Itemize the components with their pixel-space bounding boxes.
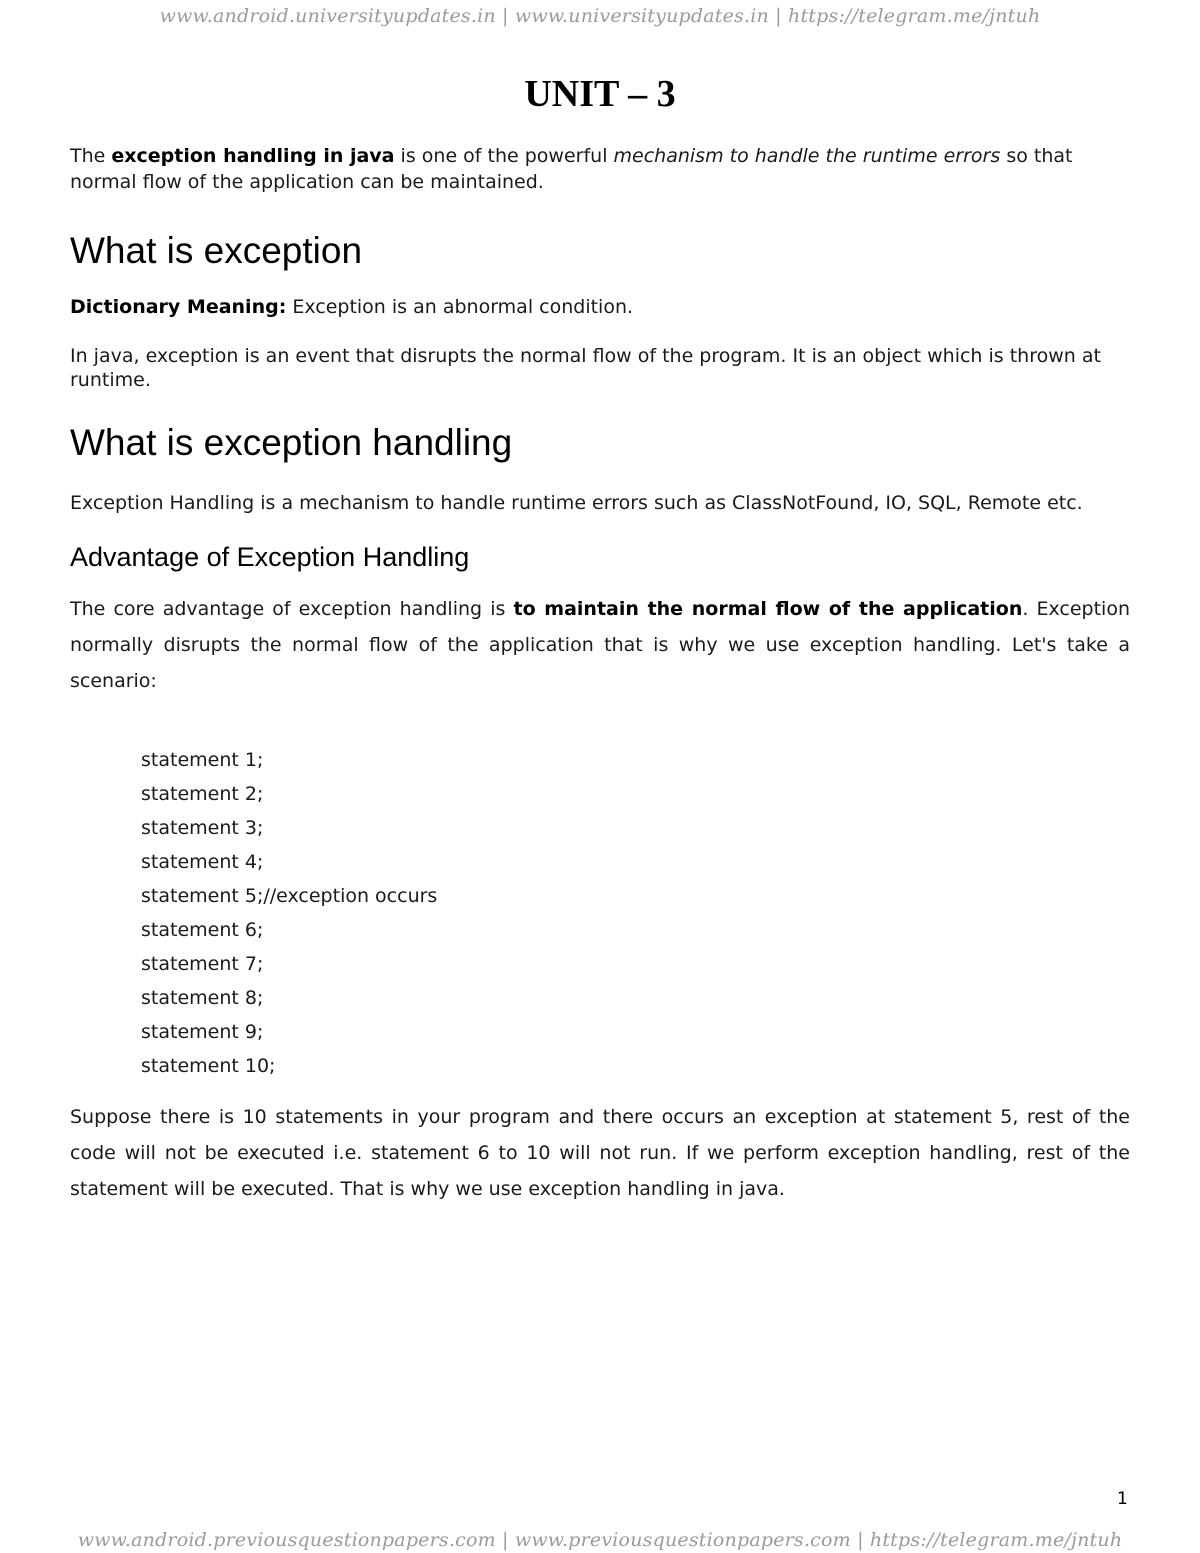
dictionary-label: Dictionary Meaning: bbox=[70, 296, 287, 318]
advantage-bold-phrase: to maintain the normal flow of the application bbox=[513, 598, 1023, 620]
statement-item: statement 6; bbox=[141, 919, 264, 941]
document-body bbox=[70, 140, 1130, 1207]
advantage-text-1: The core advantage of exception handling is bbox=[70, 598, 514, 620]
heading-advantage: Advantage of Exception Handling bbox=[70, 542, 470, 572]
advantage-text-2: . Exception normally disrupts the normal flow of the application that is why we use exception handling. Let's take a scenario: bbox=[70, 598, 1130, 692]
exception-definition: In java, exception is an event that disrupts the normal flow of the program. It is an object which is thrown at runtime. bbox=[70, 345, 1101, 391]
page-title: UNIT – 3 bbox=[524, 73, 676, 115]
statement-item: statement 4; bbox=[141, 851, 264, 873]
statement-item: statement 2; bbox=[141, 783, 264, 805]
footer-links[interactable]: www.android.previousquestionpapers.com | www.previousquestionpapers.com | https://telegram.me/jntuh bbox=[77, 1529, 1123, 1551]
page-number: 1 bbox=[1117, 1489, 1128, 1509]
advantage-paragraph bbox=[70, 591, 1130, 699]
heading-what-is-exception: What is exception bbox=[70, 230, 363, 271]
intro-text-3: so that normal flow of the application can be maintained. bbox=[70, 145, 1073, 193]
intro-text-2: is one of the powerful bbox=[394, 145, 614, 167]
intro-bold-term: exception handling in java bbox=[111, 145, 395, 167]
statement-item: statement 1; bbox=[141, 749, 264, 771]
statement-item: statement 8; bbox=[141, 987, 264, 1009]
statement-item: statement 9; bbox=[141, 1021, 264, 1043]
intro-paragraph bbox=[70, 143, 1130, 195]
dictionary-meaning bbox=[70, 294, 1130, 320]
dictionary-text: Exception is an abnormal condition. bbox=[286, 296, 634, 318]
statement-item: statement 10; bbox=[141, 1055, 276, 1077]
exception-handling-definition: Exception Handling is a mechanism to handle runtime errors such as ClassNotFound, IO, SQL, Remote etc. bbox=[70, 492, 1083, 514]
header-links[interactable]: www.android.universityupdates.in | www.universityupdates.in | https://telegram.me/jntuh bbox=[159, 5, 1041, 27]
intro-italic-phrase: mechanism to handle the runtime errors bbox=[613, 145, 1001, 167]
heading-what-is-exception-handling: What is exception handling bbox=[70, 422, 513, 463]
statement-item: statement 7; bbox=[141, 953, 264, 975]
intro-text-1: The bbox=[70, 145, 112, 167]
statement-list bbox=[70, 743, 1130, 1083]
statement-item: statement 3; bbox=[141, 817, 264, 839]
closing-paragraph: Suppose there is 10 statements in your program and there occurs an exception at statement 5, rest of the code will not be executed i.e. statement 6 to 10 will not run. If we perform exception handling, rest of the statement will be executed. That is why we use exception handling in java. bbox=[70, 1106, 1130, 1200]
statement-item: statement 5;//exception occurs bbox=[141, 885, 438, 907]
